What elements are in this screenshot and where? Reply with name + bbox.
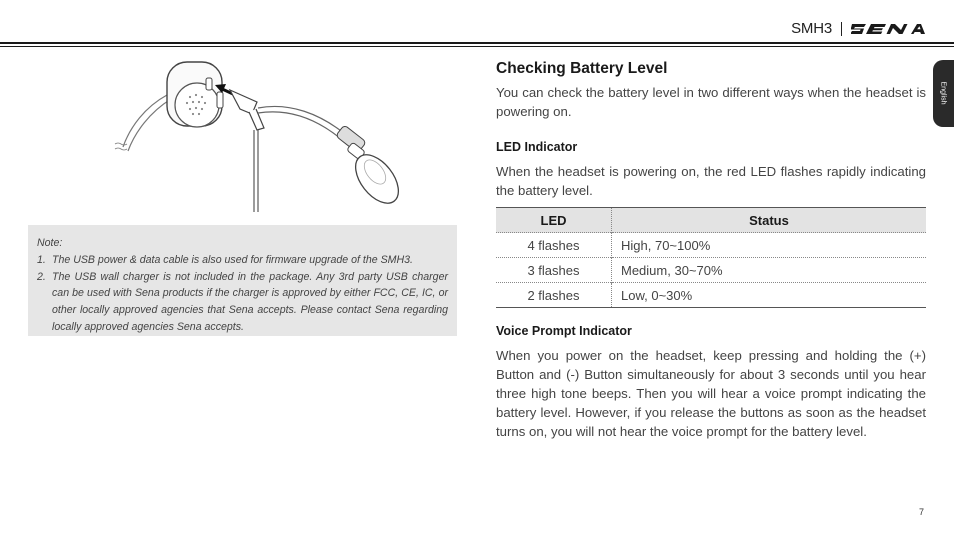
column-header-led: LED: [496, 208, 612, 233]
headset-charging-illustration: [105, 52, 410, 217]
table-cell-led: 4 flashes: [496, 233, 612, 258]
table-row: [496, 233, 926, 258]
note-item: [37, 269, 448, 336]
note-item-text: The USB power & data cable is also used for firmware upgrade of the SMH3.: [52, 253, 413, 266]
battery-status-table: [496, 207, 926, 308]
note-item-number: 1.: [37, 253, 46, 266]
table-cell-led: 3 flashes: [496, 258, 612, 283]
sena-logo: [851, 22, 927, 36]
table-cell-status: High, 70~100%: [612, 233, 927, 258]
note-box: [28, 225, 457, 336]
language-tab-label: English: [939, 81, 947, 105]
note-item: [37, 252, 448, 269]
header-separator: [841, 22, 842, 36]
section-intro: You can check the battery level in two different ways when the headset is powering on.: [496, 85, 926, 119]
table-cell-led: 2 flashes: [496, 283, 612, 308]
column-header-status: Status: [612, 208, 927, 233]
table-row: [496, 258, 926, 283]
voice-prompt-heading: Voice Prompt Indicator: [496, 324, 632, 338]
voice-prompt-text: When you power on the headset, keep pressing and holding the (+) Button and (-) Button simultaneously for about 3 seconds until you hear three high tone beeps. Then you will hear a voice prompt indicating the battery level. However, if you release the buttons as soon as the headset turns on, you will not hear the voice prompt for the battery level.: [496, 348, 926, 439]
led-indicator-text: When the headset is powering on, the red LED flashes rapidly indicating the battery level.: [496, 164, 926, 198]
header-rule-thin: [0, 46, 954, 47]
led-indicator-heading: LED Indicator: [496, 140, 578, 154]
header-rule: [0, 42, 954, 44]
table-cell-status: Low, 0~30%: [612, 283, 927, 308]
table-header-row: [496, 208, 926, 233]
header-model-name: SMH3: [791, 20, 832, 37]
table-row: [496, 283, 926, 308]
table-cell-status: Medium, 30~70%: [612, 258, 927, 283]
note-label: Note:: [37, 237, 63, 249]
page-number: 7: [919, 507, 925, 517]
section-title: Checking Battery Level: [496, 60, 668, 77]
note-item-number: 2.: [37, 270, 46, 283]
note-item-text: The USB wall charger is not included in the package. Any 3rd party USB charger can be used with Sena products if the charger is approved by either FCC, CE, IC, or other locally approved agencies that Sena accepts. Please contact Sena regarding locally approved agencies Sena accepts.: [52, 270, 448, 333]
